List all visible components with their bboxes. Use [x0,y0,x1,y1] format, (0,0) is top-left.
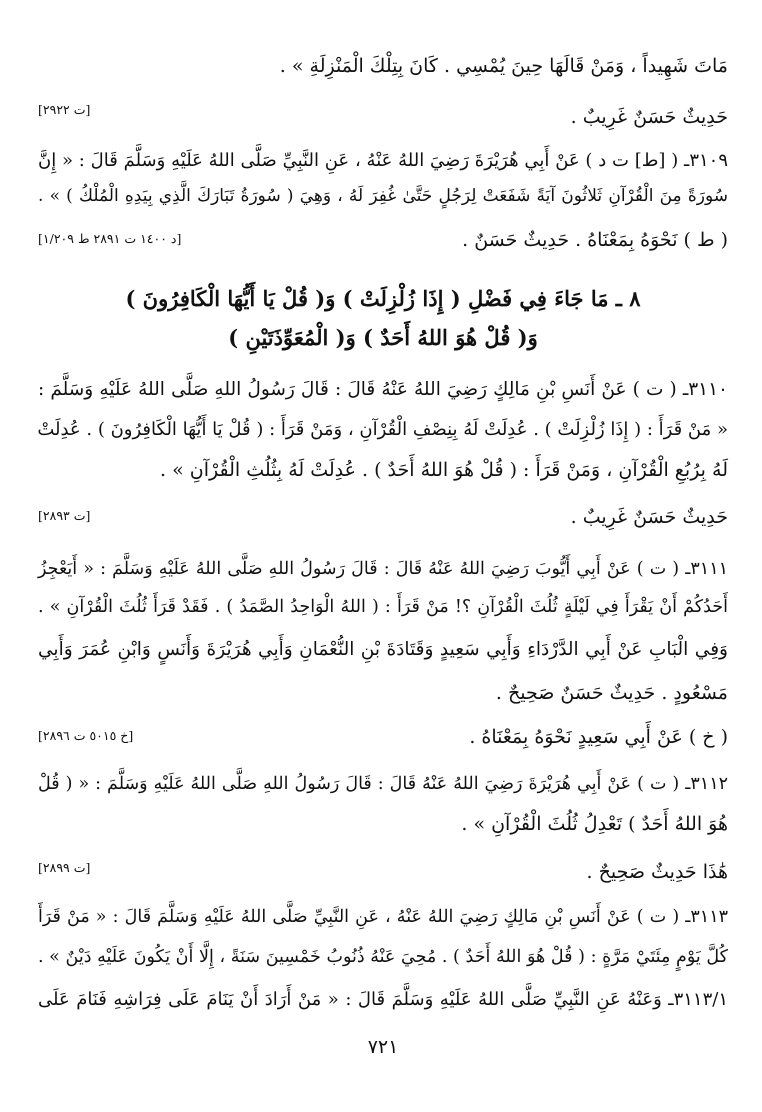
source-reference: [د ١٤٠٠ ت ٢٨٩١ ط ١/٢٠٩] [38,231,182,246]
hadith-3111-line-2: أَحَدُكُمْ أَنْ يَقْرَأَ فِي لَيْلَةٍ ثُلُثَ الْقُرْآنِ ؟! مَنْ قَرَأَ : ( اللهُ الْوَاحِدُ الصَّمَدُ ) . فَقَدْ قَرَأَ ثُلُثَ الْقُرْآنِ » . [38,597,728,617]
page-number: ٧٢١ [367,1036,399,1058]
hadith-3110-line-1: ٣١١٠ـ ( ت ) عَنْ أَنَسِ بْنِ مَالِكٍ رَضِيَ اللهُ عَنْهُ قَالَ : قَالَ رَسُولُ اللهِ صَلَّى اللهُ عَلَيْهِ وَسَلَّمَ : [38,379,728,400]
book-page [38,38,728,1098]
hadith-3112-line-1: ٣١١٢ـ ( ت ) عَنْ أَبِي هُرَيْرَةَ رَضِيَ اللهُ عَنْهُ قَالَ : قَالَ رَسُولُ اللهِ صَلَّى اللهُ عَلَيْهِ وَسَلَّمَ : « ( قُلْ [38,774,728,794]
hadith-3110-line-3: لَهُ بِرُبُعِ الْقُرْآنِ ، وَمَنْ قَرَأَ : ( قُلْ هُوَ اللهُ أَحَدٌ ) . عُدِلَتْ لَهُ بِثُلُثِ الْقُرْآنِ » . [160,459,728,481]
hadith-3111-chapter-note: وَفِي الْبَابِ عَنْ أَبِي الدَّرْدَاءِ وَأَبِي سَعِيدٍ وَقَتَادَةَ بْنِ النُّعْمَانِ وَأَبِي هُرَيْرَةَ وَأَنَسٍ وَابْنِ عُمَرَ وَأَبِي [38,639,728,660]
chapter-heading-line-1: ٨ ـ مَا جَاءَ فِي فَضْلِ ( إِذَا زُلْزِلَتْ ) وَ( قُلْ يَا أَيُّهَا الْكَافِرُونَ ) [125,286,641,311]
hadith-3113-line-2: كُلَّ يَوْمٍ مِئَتَيْ مَرَّةٍ : ( قُلْ هُوَ اللهُ أَحَدٌ ) . مُحِيَ عَنْهُ ذُنُوبُ خَمْسِينَ سَنَةً ، إِلَّا أَنْ يَكُونَ عَلَيْهِ دَيْنٌ » . [38,947,728,967]
source-reference: [خ ٥٠١٥ ت ٢٨٩٦] [38,728,134,743]
grade-line: هَٰذَا حَدِيثٌ صَحِيحٌ . [586,861,728,883]
source-reference: [ت ٢٨٩٩] [38,860,91,875]
grade-line: حَدِيثٌ حَسَنٌ غَرِيبٌ . [570,106,728,128]
grade-line: حَدِيثٌ حَسَنٌ غَرِيبٌ . [570,506,728,528]
text-line: مَاتَ شَهِيداً ، وَمَنْ قَالَهَا حِينَ يُمْسِي . كَانَ بِتِلْكَ الْمَنْزِلَةِ » . [279,55,728,77]
hadith-3109-note: ( ط ) نَحْوَهُ بِمَعْنَاهُ . حَدِيثٌ حَسَنٌ . [462,229,728,251]
hadith-3109-line-2: سُورَةً مِنَ الْقُرْآنِ ثَلاثُونَ آيَةً شَفَعَتْ لِرَجُلٍ حَتَّىٰ غُفِرَ لَهُ ، وَهِيَ ( سُورَةُ تَبَارَكَ الَّذِي بِيَدِهِ الْمُلْكُ ) » . [38,186,728,206]
hadith-3113-1-line-1: ٣١١٣/١ـ وَعَنْهُ عَنِ النَّبِيِّ صَلَّى اللهُ عَلَيْهِ وَسَلَّمَ قَالَ : « مَنْ أَرَادَ أَنْ يَنَامَ عَلَى فِرَاشِهِ فَنَامَ عَلَى [38,989,728,1010]
source-reference: [ت ٢٩٢٢] [38,102,91,117]
hadith-3112-line-2: هُوَ اللهُ أَحَدٌ ) تَعْدِلُ ثُلُثَ الْقُرْآنِ » . [461,813,728,835]
hadith-3113-line-1: ٣١١٣ـ ( ت ) عَنْ أَنَسِ بْنِ مَالِكٍ رَضِيَ اللهُ عَنْهُ ، عَنِ النَّبِيِّ صَلَّى اللهُ عَلَيْهِ وَسَلَّمَ قَالَ : « مَنْ قَرَأَ [38,907,728,927]
hadith-3111-grade: مَسْعُودٍ . حَدِيثٌ حَسَنٌ صَحِيحٌ . [495,682,728,704]
hadith-3111-line-1: ٣١١١ـ ( ت ) عَنْ أَبِي أَيُّوبَ رَضِيَ اللهُ عَنْهُ قَالَ : قَالَ رَسُولُ اللهِ صَلَّى اللهُ عَلَيْهِ وَسَلَّمَ : « أَيَعْجِزُ [38,559,728,579]
hadith-3109-line-1: ٣١٠٩ـ ( [ط] ت د ) عَنْ أَبِي هُرَيْرَةَ رَضِيَ اللهُ عَنْهُ ، عَنِ النَّبِيِّ صَلَّى اللهُ عَلَيْهِ وَسَلَّمَ قَالَ : « إِنَّ [38,150,728,171]
source-reference: [ت ٢٨٩٣] [38,508,91,523]
hadith-3110-line-2: « مَنْ قَرَأَ : ( إِذَا زُلْزِلَتْ ) . عُدِلَتْ لَهُ بِنِصْفِ الْقُرْآنِ ، وَمَنْ قَرَأَ : ( قُلْ يَا أَيُّهَا الْكَافِرُونَ ) . عُدِلَتْ [37,419,728,440]
hadith-3111-note: ( خ ) عَنْ أَبِي سَعِيدٍ نَحْوَهُ بِمَعْنَاهُ . [469,726,728,748]
chapter-heading-line-2: وَ( قُلْ هُوَ اللهُ أَحَدٌ ) وَ( الْمُعَوِّذَتَيْنِ ) [228,325,538,350]
